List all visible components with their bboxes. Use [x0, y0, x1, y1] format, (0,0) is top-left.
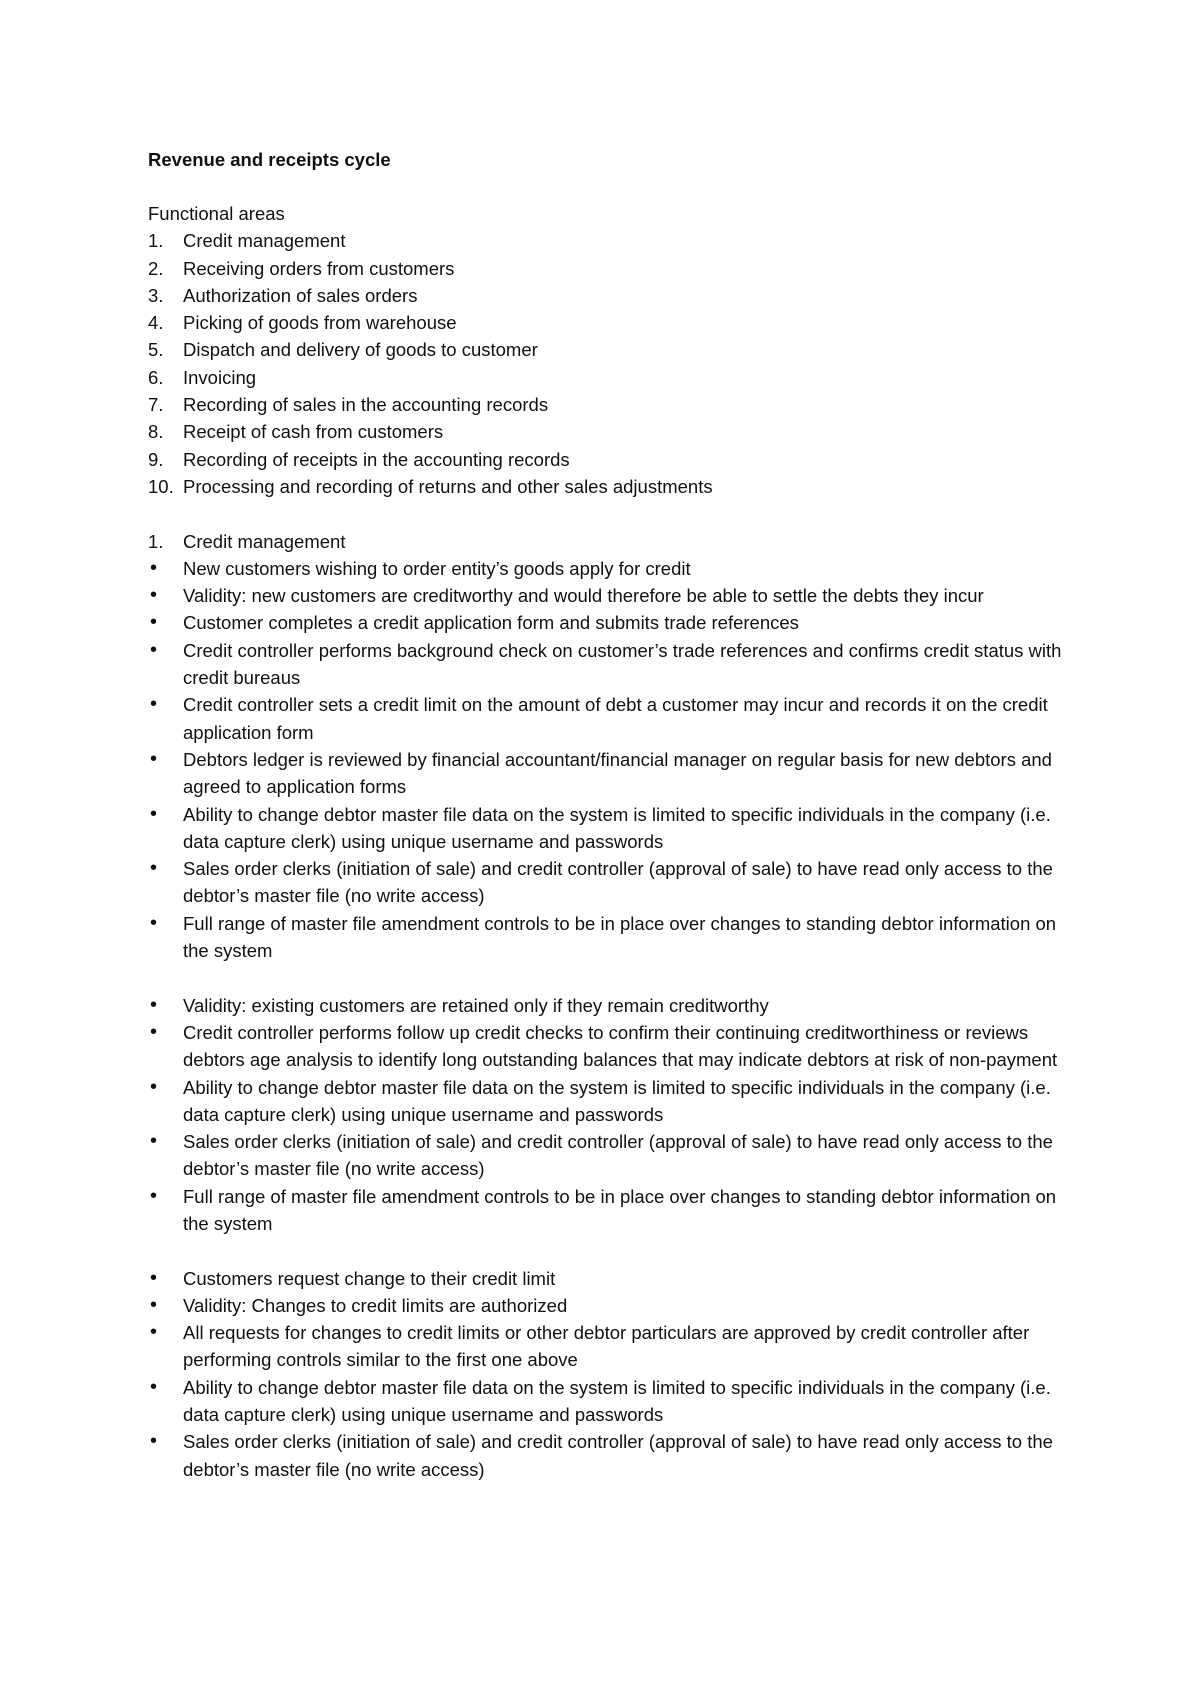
bullet-icon: • — [150, 1321, 158, 1344]
bullet-group-credit-limit-changes — [148, 1265, 1078, 1483]
list-text: Recording of receipts in the accounting records — [183, 448, 570, 470]
bullet-icon: • — [150, 802, 158, 825]
bullet-icon: • — [150, 911, 158, 934]
bullet-item — [148, 1428, 1078, 1483]
bullet-item — [148, 691, 1078, 746]
list-number: 1. — [148, 230, 164, 252]
functional-areas-list — [148, 227, 1078, 500]
list-text: Receiving orders from customers — [183, 257, 455, 279]
bullet-text: Credit controller performs follow up credit checks to confirm their continuing creditworthiness or reviews debtors age analysis to identify long outstanding balances that may indicate debtors at risk of non-payment — [183, 1021, 1058, 1071]
list-number: 8. — [148, 421, 164, 443]
bullet-group-existing-customers — [148, 992, 1078, 1238]
bullet-text: Full range of master file amendment controls to be in place over changes to standing debtor information on the system — [183, 912, 1057, 962]
bullet-text: Debtors ledger is reviewed by financial accountant/financial manager on regular basis for new debtors and agreed to application forms — [183, 748, 1052, 798]
list-text: Dispatch and delivery of goods to customer — [183, 339, 538, 361]
functional-area-item — [148, 473, 1078, 500]
bullet-text: Full range of master file amendment controls to be in place over changes to standing debtor information on the system — [183, 1185, 1057, 1234]
list-number: 5. — [148, 339, 164, 361]
bullet-text: Credit controller sets a credit limit on the amount of debt a customer may incur and records it on the credit application form — [183, 694, 1048, 743]
bullet-item — [148, 910, 1078, 965]
list-number: 2. — [148, 257, 164, 279]
list-text: Receipt of cash from customers — [183, 421, 444, 443]
page-title: Revenue and receipts cycle — [148, 149, 391, 170]
bullet-icon: • — [150, 1266, 158, 1289]
functional-areas-heading: Functional areas — [148, 203, 285, 224]
bullet-text: Credit controller performs background check on customer’s trade references and confirms credit status with credit bureaus — [183, 639, 1062, 689]
bullet-item — [148, 746, 1078, 801]
functional-area-item — [148, 336, 1078, 363]
bullet-icon: • — [150, 611, 158, 634]
list-text: Authorization of sales orders — [183, 284, 418, 306]
functional-area-item — [148, 364, 1078, 391]
bullet-item — [148, 582, 1078, 609]
bullet-item — [148, 1374, 1078, 1429]
bullet-icon: • — [150, 747, 158, 770]
bullet-icon: • — [150, 556, 158, 579]
section-heading-list — [148, 528, 1078, 555]
bullet-item — [148, 1183, 1078, 1238]
functional-area-item — [148, 446, 1078, 473]
bullet-text: New customers wishing to order entity’s goods apply for credit — [183, 557, 691, 579]
bullet-icon: • — [150, 638, 158, 661]
list-text: Credit management — [183, 230, 346, 252]
bullet-item — [148, 855, 1078, 910]
list-text: Processing and recording of returns and other sales adjustments — [183, 475, 713, 497]
spacer — [148, 964, 1078, 991]
bullet-icon: • — [150, 693, 158, 716]
section-heading-credit-management — [148, 528, 1078, 555]
list-number: 6. — [148, 366, 164, 388]
bullet-text: Sales order clerks (initiation of sale) and credit controller (approval of sale) to have read only access to the debtor’s master file (no write access) — [183, 1131, 1053, 1180]
bullet-text: Ability to change debtor master file data on the system is limited to specific individuals in the company (i.e. data capture clerk) using unique username and passwords — [183, 803, 1051, 852]
bullet-text: Ability to change debtor master file data on the system is limited to specific individuals in the company (i.e. data capture clerk) using unique username and passwords — [183, 1076, 1051, 1125]
bullet-text: Validity: Changes to credit limits are authorized — [183, 1294, 568, 1316]
bullet-icon: • — [150, 1020, 158, 1043]
bullet-icon: • — [150, 857, 158, 880]
spacer — [148, 173, 1078, 200]
bullet-text: All requests for changes to credit limits or other debtor particulars are approved by credit controller after performing controls similar to the first one above — [183, 1322, 1030, 1371]
bullet-item — [148, 1074, 1078, 1129]
bullet-item — [148, 992, 1078, 1019]
bullet-icon: • — [150, 1375, 158, 1398]
list-text: Recording of sales in the accounting records — [183, 394, 549, 416]
list-number: 7. — [148, 394, 164, 416]
functional-area-item — [148, 418, 1078, 445]
section-number: 1. — [148, 530, 164, 552]
bullet-item — [148, 637, 1078, 692]
bullet-text: Sales order clerks (initiation of sale) and credit controller (approval of sale) to have read only access to the debtor’s master file (no write access) — [183, 1431, 1053, 1480]
bullet-text: Sales order clerks (initiation of sale) and credit controller (approval of sale) to have read only access to the debtor’s master file (no write access) — [183, 858, 1053, 907]
bullet-item — [148, 1265, 1078, 1292]
bullet-item — [148, 1128, 1078, 1183]
bullet-text: Validity: existing customers are retained only if they remain creditworthy — [183, 994, 769, 1016]
bullet-text: Customer completes a credit application form and submits trade references — [183, 612, 799, 634]
bullet-item — [148, 609, 1078, 636]
section-heading-text: Credit management — [183, 530, 346, 552]
spacer — [148, 500, 1078, 527]
bullet-icon: • — [150, 1184, 158, 1207]
bullet-group-new-customers — [148, 555, 1078, 964]
functional-area-item — [148, 309, 1078, 336]
spacer — [148, 1237, 1078, 1264]
bullet-text: Ability to change debtor master file data on the system is limited to specific individuals in the company (i.e. data capture clerk) using unique username and passwords — [183, 1376, 1051, 1426]
list-text: Invoicing — [183, 366, 257, 388]
bullet-item — [148, 1292, 1078, 1319]
list-number: 10. — [148, 475, 174, 497]
bullet-icon: • — [150, 1130, 158, 1153]
functional-area-item — [148, 282, 1078, 309]
bullet-icon: • — [150, 1293, 158, 1316]
list-text: Picking of goods from warehouse — [183, 312, 457, 334]
list-number: 4. — [148, 312, 164, 334]
bullet-icon: • — [150, 993, 158, 1016]
bullet-item — [148, 555, 1078, 582]
bullet-text: Validity: new customers are creditworthy and would therefore be able to settle the debts they incur — [183, 585, 984, 607]
bullet-icon: • — [150, 584, 158, 607]
bullet-icon: • — [150, 1430, 158, 1453]
bullet-item — [148, 801, 1078, 856]
bullet-item — [148, 1319, 1078, 1374]
document-body — [148, 146, 1078, 1483]
bullet-icon: • — [150, 1075, 158, 1098]
list-number: 3. — [148, 284, 164, 306]
functional-area-item — [148, 255, 1078, 282]
bullet-text: Customers request change to their credit limit — [183, 1267, 556, 1289]
functional-area-item — [148, 227, 1078, 254]
functional-area-item — [148, 391, 1078, 418]
bullet-item — [148, 1019, 1078, 1074]
list-number: 9. — [148, 448, 164, 470]
